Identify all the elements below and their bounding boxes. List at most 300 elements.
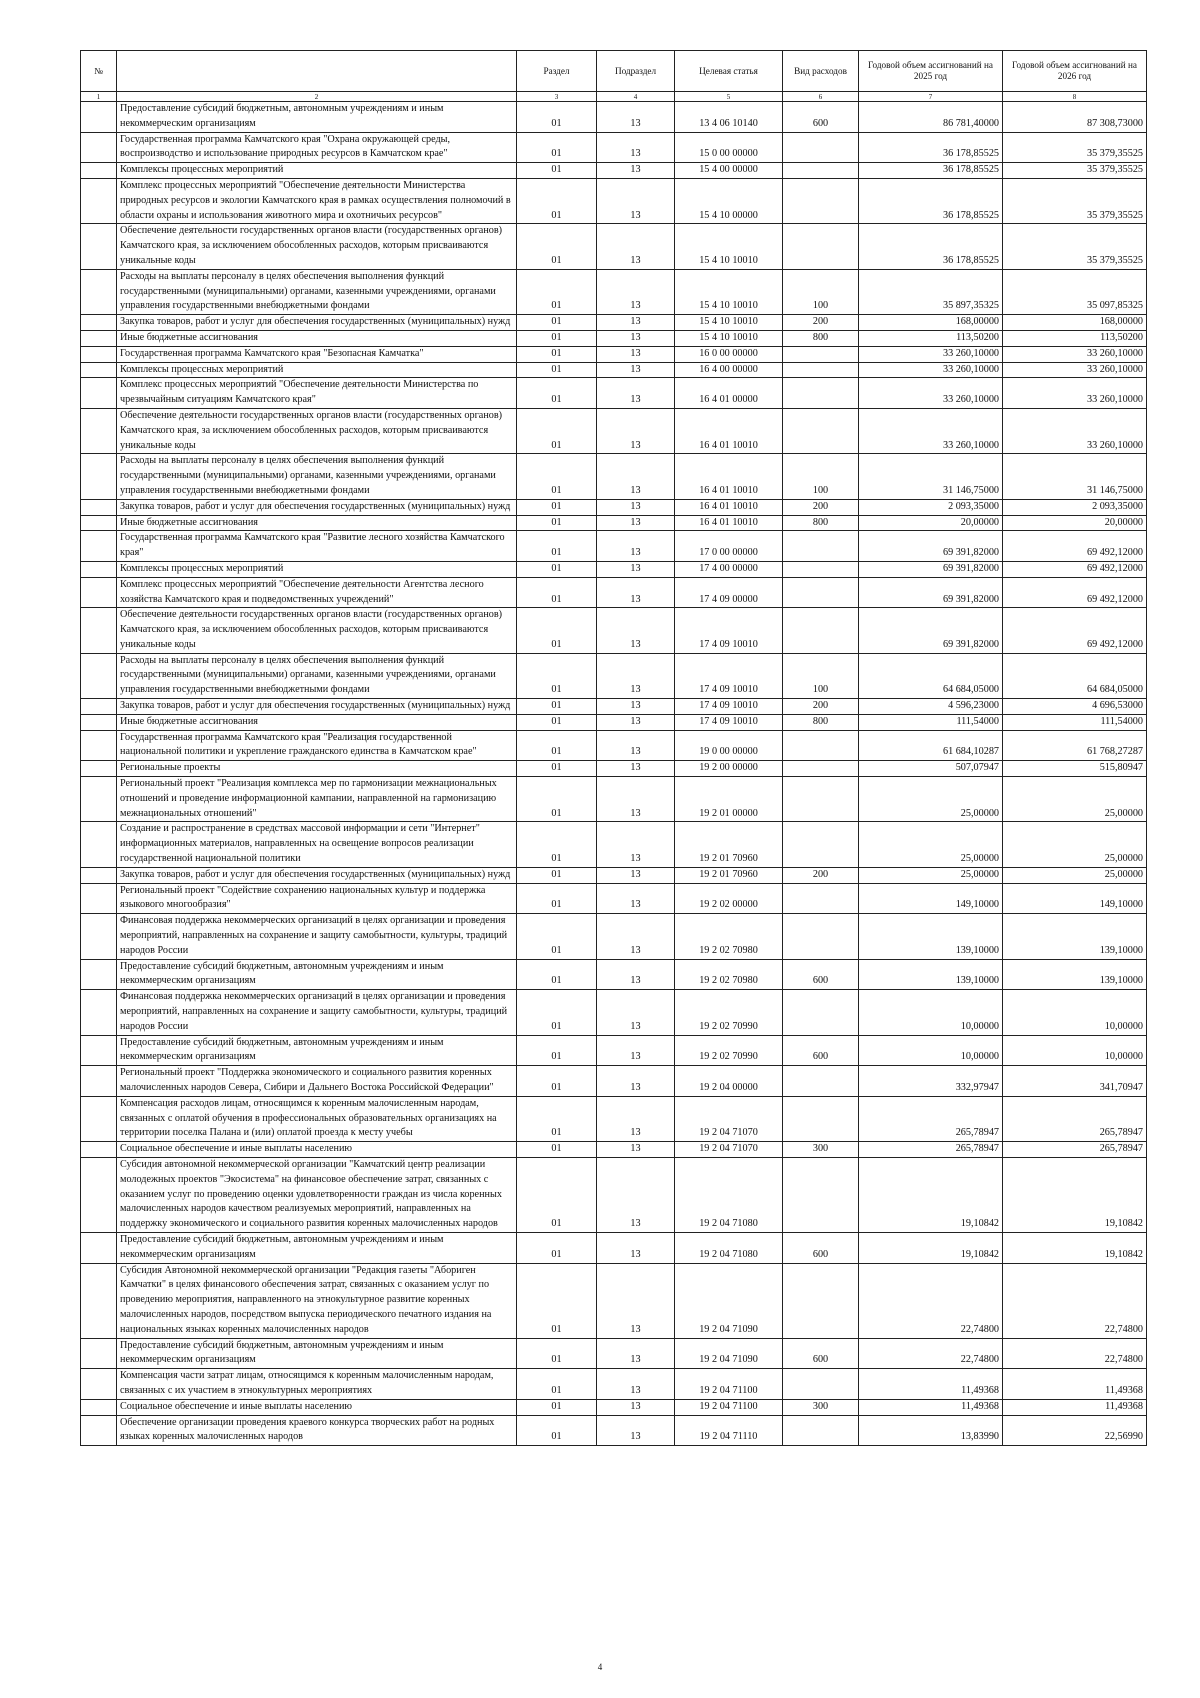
- row-2026: 265,78947: [1003, 1096, 1147, 1141]
- row-2025: 113,50200: [859, 330, 1003, 346]
- row-target: 19 2 00 00000: [675, 761, 783, 777]
- column-index: 1: [81, 92, 117, 102]
- row-podrazdel: 13: [597, 1399, 675, 1415]
- row-name: Расходы на выплаты персоналу в целях обеспечения выполнения функций государственными (муниципальными) органами, казенными учреждениями, органами управления государственными внебюджетными фондами: [117, 269, 517, 314]
- row-2026: 22,74800: [1003, 1263, 1147, 1338]
- row-podrazdel: 13: [597, 777, 675, 822]
- row-podrazdel: 13: [597, 499, 675, 515]
- header-2026: Годовой объем ассигнований на 2026 год: [1003, 51, 1147, 92]
- row-name: Закупка товаров, работ и услуг для обеспечения государственных (муниципальных) нужд: [117, 499, 517, 515]
- header-podrazdel: Подраздел: [597, 51, 675, 92]
- row-2026: 139,10000: [1003, 959, 1147, 990]
- row-target: 17 0 00 00000: [675, 531, 783, 562]
- row-2026: 4 696,53000: [1003, 699, 1147, 715]
- row-target: 17 4 09 10010: [675, 608, 783, 653]
- column-index-row: [81, 92, 1147, 102]
- table-row: [81, 163, 1147, 179]
- row-podrazdel: 13: [597, 1415, 675, 1446]
- table-row: [81, 1035, 1147, 1066]
- row-number: [81, 1142, 117, 1158]
- row-podrazdel: 13: [597, 714, 675, 730]
- row-number: [81, 714, 117, 730]
- row-podrazdel: 13: [597, 408, 675, 453]
- row-2025: 149,10000: [859, 883, 1003, 914]
- row-name: Закупка товаров, работ и услуг для обеспечения государственных (муниципальных) нужд: [117, 699, 517, 715]
- row-2026: 22,74800: [1003, 1338, 1147, 1369]
- row-2026: 11,49368: [1003, 1399, 1147, 1415]
- row-podrazdel: 13: [597, 378, 675, 409]
- row-2026: 35 097,85325: [1003, 269, 1147, 314]
- row-razdel: 01: [517, 777, 597, 822]
- row-number: [81, 224, 117, 269]
- row-number: [81, 1263, 117, 1338]
- row-2025: 33 260,10000: [859, 408, 1003, 453]
- row-kind: 200: [783, 499, 859, 515]
- row-name: Компенсация расходов лицам, относящимся к коренным малочисленным народам, связанных с оплатой обучения в профессиональных образовательных организациях на территории поселка Палана и (или) оплатой проезда к месту учебы: [117, 1096, 517, 1141]
- row-kind: [783, 224, 859, 269]
- row-2025: 11,49368: [859, 1369, 1003, 1400]
- table-row: [81, 1263, 1147, 1338]
- column-index: 6: [783, 92, 859, 102]
- row-2026: 139,10000: [1003, 914, 1147, 959]
- table-row: [81, 699, 1147, 715]
- row-number: [81, 777, 117, 822]
- row-razdel: 01: [517, 822, 597, 867]
- row-number: [81, 1066, 117, 1097]
- row-number: [81, 408, 117, 453]
- table-row: [81, 178, 1147, 223]
- row-target: 17 4 09 10010: [675, 653, 783, 698]
- row-razdel: 01: [517, 315, 597, 331]
- row-podrazdel: 13: [597, 867, 675, 883]
- row-number: [81, 1096, 117, 1141]
- row-kind: 600: [783, 1035, 859, 1066]
- row-podrazdel: 13: [597, 914, 675, 959]
- row-number: [81, 1399, 117, 1415]
- row-2025: 19,10842: [859, 1157, 1003, 1232]
- row-2026: 35 379,35525: [1003, 132, 1147, 163]
- row-2026: 33 260,10000: [1003, 362, 1147, 378]
- row-razdel: 01: [517, 163, 597, 179]
- row-2025: 33 260,10000: [859, 346, 1003, 362]
- row-name: Региональный проект "Содействие сохранению национальных культур и поддержка языкового многообразия": [117, 883, 517, 914]
- row-podrazdel: 13: [597, 163, 675, 179]
- row-kind: [783, 777, 859, 822]
- table-row: [81, 269, 1147, 314]
- row-podrazdel: 13: [597, 822, 675, 867]
- row-kind: [783, 914, 859, 959]
- row-name: Предоставление субсидий бюджетным, автономным учреждениям и иным некоммерческим организациям: [117, 1035, 517, 1066]
- row-name: Комплексы процессных мероприятий: [117, 163, 517, 179]
- row-number: [81, 561, 117, 577]
- row-podrazdel: 13: [597, 454, 675, 499]
- row-2026: 64 684,05000: [1003, 653, 1147, 698]
- row-target: 19 2 02 70990: [675, 1035, 783, 1066]
- row-name: Обеспечение организации проведения краевого конкурса творческих работ на родных языках коренных малочисленных народов: [117, 1415, 517, 1446]
- table-row: [81, 408, 1147, 453]
- column-index: 4: [597, 92, 675, 102]
- row-razdel: 01: [517, 730, 597, 761]
- row-target: 17 4 09 00000: [675, 577, 783, 608]
- header-kind: Вид расходов: [783, 51, 859, 92]
- row-razdel: 01: [517, 1142, 597, 1158]
- row-target: 16 4 01 10010: [675, 499, 783, 515]
- row-kind: 200: [783, 867, 859, 883]
- row-2025: 22,74800: [859, 1263, 1003, 1338]
- row-podrazdel: 13: [597, 883, 675, 914]
- table-row: [81, 883, 1147, 914]
- row-2026: 111,54000: [1003, 714, 1147, 730]
- row-name: Обеспечение деятельности государственных органов власти (государственных органов) Камчатского края, за исключением обособленных расходов, которым присваиваются уникальные коды: [117, 408, 517, 453]
- row-razdel: 01: [517, 990, 597, 1035]
- row-number: [81, 699, 117, 715]
- row-2025: 25,00000: [859, 867, 1003, 883]
- row-2025: 265,78947: [859, 1142, 1003, 1158]
- row-2026: 11,49368: [1003, 1369, 1147, 1400]
- row-number: [81, 822, 117, 867]
- row-name: Расходы на выплаты персоналу в целях обеспечения выполнения функций государственными (муниципальными) органами, казенными учреждениями, органами управления государственными внебюджетными фондами: [117, 454, 517, 499]
- row-name: Комплексы процессных мероприятий: [117, 561, 517, 577]
- table-row: [81, 1399, 1147, 1415]
- table-row: [81, 330, 1147, 346]
- row-target: 16 4 01 10010: [675, 408, 783, 453]
- row-podrazdel: 13: [597, 132, 675, 163]
- row-kind: 800: [783, 330, 859, 346]
- row-number: [81, 269, 117, 314]
- row-number: [81, 330, 117, 346]
- row-2025: 36 178,85525: [859, 163, 1003, 179]
- row-target: 19 2 04 71090: [675, 1338, 783, 1369]
- row-razdel: 01: [517, 1232, 597, 1263]
- row-target: 19 2 04 71100: [675, 1399, 783, 1415]
- row-podrazdel: 13: [597, 1232, 675, 1263]
- row-kind: [783, 1263, 859, 1338]
- row-number: [81, 883, 117, 914]
- row-2025: 35 897,35325: [859, 269, 1003, 314]
- row-number: [81, 1232, 117, 1263]
- row-2025: 36 178,85525: [859, 224, 1003, 269]
- row-podrazdel: 13: [597, 730, 675, 761]
- row-2026: 10,00000: [1003, 990, 1147, 1035]
- row-razdel: 01: [517, 1066, 597, 1097]
- row-2026: 69 492,12000: [1003, 531, 1147, 562]
- row-2026: 25,00000: [1003, 867, 1147, 883]
- row-2025: 33 260,10000: [859, 378, 1003, 409]
- table-row: [81, 499, 1147, 515]
- row-podrazdel: 13: [597, 1263, 675, 1338]
- row-razdel: 01: [517, 531, 597, 562]
- row-name: Социальное обеспечение и иные выплаты населению: [117, 1142, 517, 1158]
- row-target: 15 0 00 00000: [675, 132, 783, 163]
- row-name: Комплекс процессных мероприятий "Обеспечение деятельности Министерства по чрезвычайным ситуациям Камчатского края": [117, 378, 517, 409]
- row-name: Предоставление субсидий бюджетным, автономным учреждениям и иным некоммерческим организациям: [117, 102, 517, 133]
- row-podrazdel: 13: [597, 1142, 675, 1158]
- table-row: [81, 914, 1147, 959]
- row-2025: 25,00000: [859, 822, 1003, 867]
- table-row: [81, 1096, 1147, 1141]
- row-kind: 800: [783, 515, 859, 531]
- row-razdel: 01: [517, 1338, 597, 1369]
- table-row: [81, 1232, 1147, 1263]
- row-name: Создание и распространение в средствах массовой информации и сети "Интернет" информационных материалов, направленных на освещение вопросов реализации государственной национальной политики: [117, 822, 517, 867]
- row-target: 13 4 06 10140: [675, 102, 783, 133]
- row-name: Субсидия Автономной некоммерческой организации "Редакция газеты "Абориген Камчатки" в целях финансового обеспечения затрат, связанных с оказанием услуг по проведению мероприятия, направленного на этнокультурное развитие коренных малочисленных народов, посредством выпуска периодического печатного издания на национальных языках коренных малочисленных народов: [117, 1263, 517, 1338]
- row-target: 15 4 10 10010: [675, 224, 783, 269]
- row-kind: [783, 408, 859, 453]
- row-2025: 36 178,85525: [859, 132, 1003, 163]
- row-name: Обеспечение деятельности государственных органов власти (государственных органов) Камчатского края, за исключением обособленных расходов, которым присваиваются уникальные коды: [117, 608, 517, 653]
- row-2026: 33 260,10000: [1003, 408, 1147, 453]
- row-kind: [783, 132, 859, 163]
- table-row: [81, 1338, 1147, 1369]
- table-row: [81, 714, 1147, 730]
- row-kind: 300: [783, 1399, 859, 1415]
- table-row: [81, 822, 1147, 867]
- row-name: Предоставление субсидий бюджетным, автономным учреждениям и иным некоммерческим организациям: [117, 1232, 517, 1263]
- row-2025: 13,83990: [859, 1415, 1003, 1446]
- row-number: [81, 531, 117, 562]
- row-target: 19 2 02 70990: [675, 990, 783, 1035]
- row-number: [81, 730, 117, 761]
- row-2025: 36 178,85525: [859, 178, 1003, 223]
- row-razdel: 01: [517, 1399, 597, 1415]
- row-number: [81, 761, 117, 777]
- row-target: 19 2 01 70960: [675, 822, 783, 867]
- row-kind: [783, 883, 859, 914]
- row-name: Государственная программа Камчатского края "Охрана окружающей среды, воспроизводство и использование природных ресурсов в Камчатском крае": [117, 132, 517, 163]
- row-podrazdel: 13: [597, 1066, 675, 1097]
- row-2025: 4 596,23000: [859, 699, 1003, 715]
- row-podrazdel: 13: [597, 315, 675, 331]
- row-razdel: 01: [517, 1157, 597, 1232]
- column-index: 2: [117, 92, 517, 102]
- table-row: [81, 346, 1147, 362]
- row-target: 19 2 01 00000: [675, 777, 783, 822]
- row-target: 19 2 04 71070: [675, 1142, 783, 1158]
- row-razdel: 01: [517, 714, 597, 730]
- row-2026: 33 260,10000: [1003, 378, 1147, 409]
- row-name: Региональный проект "Реализация комплекса мер по гармонизации межнациональных отношений и проведение информационной кампании, направленной на гармонизацию межнациональных отношений": [117, 777, 517, 822]
- row-2026: 20,00000: [1003, 515, 1147, 531]
- row-kind: [783, 362, 859, 378]
- row-2026: 168,00000: [1003, 315, 1147, 331]
- row-target: 17 4 09 10010: [675, 714, 783, 730]
- row-kind: [783, 822, 859, 867]
- row-razdel: 01: [517, 1369, 597, 1400]
- row-razdel: 01: [517, 699, 597, 715]
- table-body: [81, 102, 1147, 1446]
- row-2025: 139,10000: [859, 914, 1003, 959]
- row-2026: 265,78947: [1003, 1142, 1147, 1158]
- row-razdel: 01: [517, 1415, 597, 1446]
- row-2025: 86 781,40000: [859, 102, 1003, 133]
- table-row: [81, 608, 1147, 653]
- row-2026: 35 379,35525: [1003, 163, 1147, 179]
- row-target: 15 4 10 10010: [675, 330, 783, 346]
- row-kind: 600: [783, 1232, 859, 1263]
- row-kind: [783, 1157, 859, 1232]
- column-index: 5: [675, 92, 783, 102]
- row-kind: [783, 163, 859, 179]
- column-index: 8: [1003, 92, 1147, 102]
- row-name: Расходы на выплаты персоналу в целях обеспечения выполнения функций государственными (муниципальными) органами, казенными учреждениями, органами управления государственными внебюджетными фондами: [117, 653, 517, 698]
- row-2025: 69 391,82000: [859, 531, 1003, 562]
- row-2025: 10,00000: [859, 1035, 1003, 1066]
- row-2025: 111,54000: [859, 714, 1003, 730]
- row-razdel: 01: [517, 330, 597, 346]
- row-podrazdel: 13: [597, 653, 675, 698]
- row-2025: 69 391,82000: [859, 608, 1003, 653]
- row-target: 19 2 04 71080: [675, 1157, 783, 1232]
- row-2026: 35 379,35525: [1003, 224, 1147, 269]
- row-podrazdel: 13: [597, 608, 675, 653]
- row-target: 16 4 01 10010: [675, 454, 783, 499]
- row-kind: [783, 1096, 859, 1141]
- row-razdel: 01: [517, 1096, 597, 1141]
- row-number: [81, 102, 117, 133]
- row-target: 16 4 00 00000: [675, 362, 783, 378]
- row-number: [81, 577, 117, 608]
- row-razdel: 01: [517, 224, 597, 269]
- row-razdel: 01: [517, 408, 597, 453]
- row-number: [81, 499, 117, 515]
- row-2026: 22,56990: [1003, 1415, 1147, 1446]
- row-kind: [783, 730, 859, 761]
- row-2026: 69 492,12000: [1003, 608, 1147, 653]
- row-number: [81, 1415, 117, 1446]
- row-razdel: 01: [517, 1263, 597, 1338]
- header-row: [81, 51, 1147, 92]
- table-row: [81, 102, 1147, 133]
- table-row: [81, 561, 1147, 577]
- row-kind: [783, 761, 859, 777]
- table-row: [81, 315, 1147, 331]
- row-number: [81, 362, 117, 378]
- row-kind: [783, 1369, 859, 1400]
- row-podrazdel: 13: [597, 1369, 675, 1400]
- row-number: [81, 914, 117, 959]
- row-target: 15 4 10 10010: [675, 315, 783, 331]
- table-row: [81, 577, 1147, 608]
- row-name: Иные бюджетные ассигнования: [117, 515, 517, 531]
- row-razdel: 01: [517, 914, 597, 959]
- row-name: Комплекс процессных мероприятий "Обеспечение деятельности Министерства природных ресурсов и экологии Камчатского края в рамках осуществления полномочий в области охраны и использования животного мира и охотничьих ресурсов": [117, 178, 517, 223]
- row-razdel: 01: [517, 761, 597, 777]
- column-index: 7: [859, 92, 1003, 102]
- row-kind: [783, 990, 859, 1035]
- row-2026: 515,80947: [1003, 761, 1147, 777]
- row-target: 19 2 04 71070: [675, 1096, 783, 1141]
- row-2026: 113,50200: [1003, 330, 1147, 346]
- row-podrazdel: 13: [597, 178, 675, 223]
- row-razdel: 01: [517, 132, 597, 163]
- row-kind: [783, 1415, 859, 1446]
- row-name: Компенсация части затрат лицам, относящимся к коренным малочисленным народам, связанных с их участием в этнокультурных мероприятиях: [117, 1369, 517, 1400]
- row-number: [81, 515, 117, 531]
- row-kind: 600: [783, 1338, 859, 1369]
- row-2025: 265,78947: [859, 1096, 1003, 1141]
- row-razdel: 01: [517, 883, 597, 914]
- row-2026: 61 768,27287: [1003, 730, 1147, 761]
- table-row: [81, 730, 1147, 761]
- row-target: 19 2 04 00000: [675, 1066, 783, 1097]
- row-target: 19 2 04 71090: [675, 1263, 783, 1338]
- row-number: [81, 990, 117, 1035]
- row-target: 17 4 00 00000: [675, 561, 783, 577]
- row-kind: [783, 561, 859, 577]
- row-2025: 19,10842: [859, 1232, 1003, 1263]
- row-2026: 25,00000: [1003, 822, 1147, 867]
- row-razdel: 01: [517, 346, 597, 362]
- row-podrazdel: 13: [597, 269, 675, 314]
- row-razdel: 01: [517, 1035, 597, 1066]
- budget-table: [80, 50, 1147, 1446]
- row-kind: 600: [783, 102, 859, 133]
- row-podrazdel: 13: [597, 531, 675, 562]
- row-2025: 31 146,75000: [859, 454, 1003, 499]
- row-2025: 332,97947: [859, 1066, 1003, 1097]
- row-2025: 20,00000: [859, 515, 1003, 531]
- header-target: Целевая статья: [675, 51, 783, 92]
- row-name: Закупка товаров, работ и услуг для обеспечения государственных (муниципальных) нужд: [117, 867, 517, 883]
- table-row: [81, 224, 1147, 269]
- row-kind: 100: [783, 653, 859, 698]
- row-2025: 168,00000: [859, 315, 1003, 331]
- row-podrazdel: 13: [597, 1157, 675, 1232]
- row-razdel: 01: [517, 653, 597, 698]
- row-2025: 22,74800: [859, 1338, 1003, 1369]
- row-target: 16 4 01 00000: [675, 378, 783, 409]
- row-target: 15 4 10 10010: [675, 269, 783, 314]
- row-target: 19 2 02 70980: [675, 959, 783, 990]
- row-target: 19 2 04 71110: [675, 1415, 783, 1446]
- row-2026: 19,10842: [1003, 1157, 1147, 1232]
- row-name: Социальное обеспечение и иные выплаты населению: [117, 1399, 517, 1415]
- row-2025: 33 260,10000: [859, 362, 1003, 378]
- header-razdel: Раздел: [517, 51, 597, 92]
- row-2026: 149,10000: [1003, 883, 1147, 914]
- row-number: [81, 653, 117, 698]
- row-target: 19 2 04 71100: [675, 1369, 783, 1400]
- table-row: [81, 653, 1147, 698]
- row-podrazdel: 13: [597, 577, 675, 608]
- row-kind: 600: [783, 959, 859, 990]
- row-2025: 25,00000: [859, 777, 1003, 822]
- row-razdel: 01: [517, 378, 597, 409]
- row-2026: 87 308,73000: [1003, 102, 1147, 133]
- row-target: 19 2 01 70960: [675, 867, 783, 883]
- header-name: [117, 51, 517, 92]
- column-index: 3: [517, 92, 597, 102]
- row-number: [81, 378, 117, 409]
- header-2025: Годовой объем ассигнований на 2025 год: [859, 51, 1003, 92]
- row-kind: [783, 346, 859, 362]
- row-number: [81, 454, 117, 499]
- row-target: 16 4 01 10010: [675, 515, 783, 531]
- row-podrazdel: 13: [597, 990, 675, 1035]
- row-name: Региональные проекты: [117, 761, 517, 777]
- row-name: Государственная программа Камчатского края "Реализация государственной национальной политики и укрепление гражданского единства в Камчатском крае": [117, 730, 517, 761]
- table-row: [81, 777, 1147, 822]
- row-podrazdel: 13: [597, 515, 675, 531]
- row-kind: [783, 178, 859, 223]
- row-target: 15 4 10 00000: [675, 178, 783, 223]
- row-number: [81, 959, 117, 990]
- row-number: [81, 867, 117, 883]
- row-2025: 64 684,05000: [859, 653, 1003, 698]
- table-row: [81, 1157, 1147, 1232]
- row-name: Государственная программа Камчатского края "Безопасная Камчатка": [117, 346, 517, 362]
